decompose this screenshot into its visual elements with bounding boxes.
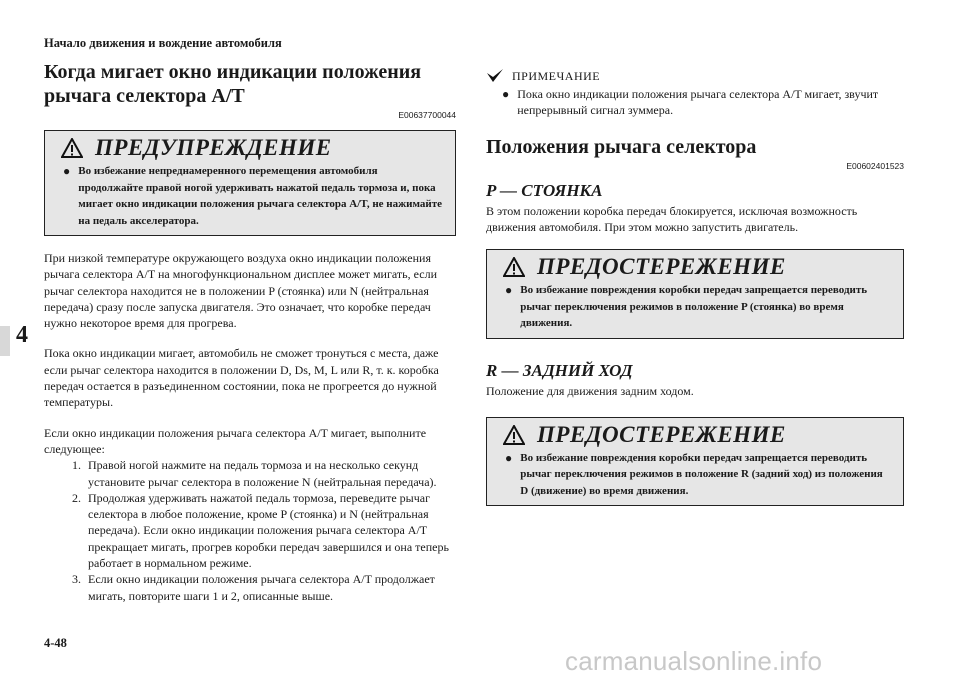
step-text: Правой ногой нажмите на педаль тормоза и на несколько секунд установите рычаг селектора в положение N (нейтральная передача).	[88, 458, 437, 489]
chapter-number: 4	[16, 322, 28, 348]
warning-title: ПРЕДУПРЕЖДЕНИЕ	[95, 135, 332, 160]
warning-triangle-icon	[503, 257, 525, 277]
paragraph: В этом положении коробка передач блокируется, исключая возможность движения автомобиля. При этом можно запустить двигатель.	[486, 203, 858, 234]
note-label: ПРИМЕЧАНИЕ	[512, 68, 601, 83]
warning-box	[44, 130, 456, 236]
subsection-title-reverse: R — ЗАДНИЙ ХОД	[486, 360, 633, 380]
caution-body	[487, 448, 903, 506]
section-code: E00602401523	[846, 160, 904, 171]
list-item	[72, 571, 456, 604]
step-number: 2.	[72, 490, 81, 505]
paragraph: Пока окно индикации мигает, автомобиль не сможет тронуться с места, даже если рычаг селектора находится в положении D, Ds, M, L или R, т. к. коробка передач остается в разъединенном состоянии, пока не прогреется до нужной температуры.	[44, 346, 439, 410]
list-item	[72, 490, 456, 571]
watermark: carmanualsonline.info	[565, 646, 823, 676]
caution-body	[487, 280, 903, 338]
paragraph: При низкой температуре окружающего воздуха окно индикации положения рычага селектора A/T на многофункциональном дисплее может мигать, если рычаг селектора находится не в положении P (стоянка) или N (нейтральная передача) сразу после запуска двигателя. Это означает, что коробке передач нужно некоторое время для прогрева.	[44, 251, 437, 331]
step-number: 1.	[72, 458, 81, 473]
caution-header	[487, 418, 903, 448]
note-text: Пока окно индикации положения рычага селектора A/T мигает, звучит непрерывный сигнал зуммера.	[517, 87, 879, 118]
section-code: E00637700044	[398, 110, 456, 120]
page-number: 4-48	[44, 636, 67, 650]
note-header	[486, 68, 904, 84]
bullet-icon: ●	[502, 87, 510, 101]
right-column	[486, 68, 904, 506]
caution-header	[487, 250, 903, 280]
bullet-icon: ●	[505, 450, 513, 465]
bullet-icon: ●	[63, 164, 71, 178]
caution-box-park	[486, 249, 904, 339]
step-text: Если окно индикации положения рычага селектора A/T продолжает мигать, повторите шаги 1 и 2, описанные выше.	[88, 572, 435, 603]
subsection-title-park: P — СТОЯНКА	[486, 180, 603, 200]
note-check-icon	[486, 68, 504, 84]
steps-list	[44, 457, 456, 604]
running-header: Начало движения и вождение автомобиля	[44, 36, 282, 50]
note-item	[486, 86, 904, 119]
warning-body	[45, 161, 455, 235]
section-title-blinking: Когда мигает окно индикации положения рычага селектора A/T	[44, 61, 422, 107]
paragraph: Положение для движения задним ходом.	[486, 383, 694, 398]
step-number: 3.	[72, 572, 81, 587]
warning-text: Во избежание непреднамеренного перемещения автомобиля продолжайте правой ногой удерживать нажатой педаль тормоза и, пока мигает окно индикации положения рычага селектора A/T, не нажимайте на педаль акселератора.	[78, 165, 442, 227]
warning-triangle-icon	[503, 425, 525, 445]
caution-title: ПРЕДОСТЕРЕЖЕНИЕ	[537, 254, 786, 280]
list-item	[72, 457, 456, 490]
chapter-tab	[0, 326, 10, 356]
caution-text: Во избежание повреждения коробки передач запрещается переводить рычаг переключения режимов в положение P (стоянка) во время движения.	[520, 284, 868, 330]
caution-title: ПРЕДОСТЕРЕЖЕНИЕ	[537, 421, 786, 447]
paragraph: Если окно индикации положения рычага селектора A/T мигает, выполните следующее:	[44, 425, 427, 456]
caution-text: Во избежание повреждения коробки передач запрещается переводить рычаг переключения режимов в положение R (задний ход) из положения D (движение) во время движения.	[520, 451, 883, 497]
caution-box-reverse	[486, 417, 904, 507]
step-text: Продолжая удерживать нажатой педаль тормоза, переведите рычаг селектора в любое положение, кроме P (стоянка) и N (нейтральная передача). Если окно индикации положения рычага селектора A/T прекращает мигать, прогрев коробки передач завершился и она теперь работает в нормальном режиме.	[88, 490, 449, 571]
bullet-icon: ●	[505, 283, 513, 298]
section-title-positions: Положения рычага селектора	[486, 135, 757, 158]
left-column	[44, 60, 456, 604]
warning-triangle-icon	[61, 138, 83, 158]
warning-header	[45, 131, 455, 161]
